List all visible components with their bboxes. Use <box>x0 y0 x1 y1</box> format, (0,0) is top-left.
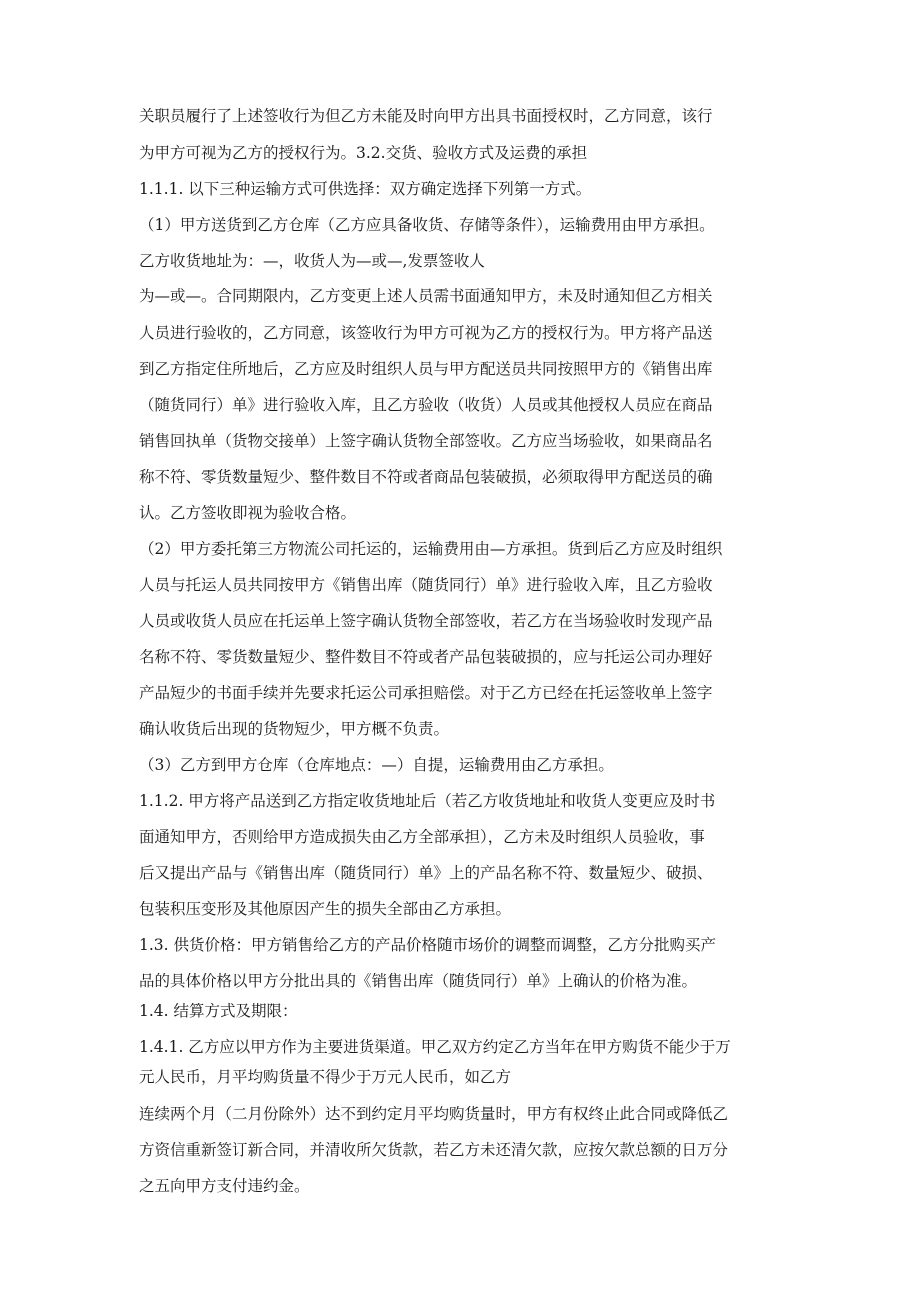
text-line: 1.3. 供货价格：甲方销售给乙方的产品价格随市场价的调整而调整，乙方分批购买产 <box>139 936 717 954</box>
text-line: 为—或—。合同期限内，乙方变更上述人员需书面通知甲方，未及时通知但乙方相关 <box>139 287 713 305</box>
text-line: 后又提出产品与《销售出库（随货同行）单》上的产品名称不符、数量短少、破损、 <box>139 864 713 882</box>
text-line: 面通知甲方，否则给甲方造成损失由乙方全部承担），乙方未及时组织人员验收，事 <box>139 828 705 846</box>
text-line: （3）乙方到甲方仓库（仓库地点：—）自提，运输费用由乙方承担。 <box>139 756 614 774</box>
text-line: （2）甲方委托第三方物流公司托运的，运输费用由—方承担。货到后乙方应及时组织 <box>139 540 723 558</box>
text-line: 名称不符、零货数量短少、整件数目不符或者产品包装破损的，应与托运公司办理好 <box>139 648 713 666</box>
text-line: 元人民币，月平均购货量不得少于万元人民币，如乙方 <box>139 1068 512 1086</box>
text-line: 人员进行验收的，乙方同意，该签收行为甲方可视为乙方的授权行为。甲方将产品送 <box>139 324 713 342</box>
text-line: 人员或收货人员应在托运单上签字确认货物全部签收，若乙方在当场验收时发现产品 <box>139 612 713 630</box>
text-line: 1.1.2. 甲方将产品送到乙方指定收货地址后（若乙方收货地址和收货人变更应及时书 <box>139 792 716 810</box>
text-line: 认。乙方签收即视为验收合格。 <box>139 504 357 522</box>
text-line: 连续两个月（二月份除外）达不到约定月平均购货量时，甲方有权终止此合同或降低乙 <box>139 1105 729 1123</box>
text-line: 到乙方指定住所地后，乙方应及时组织人员与甲方配送员共同按照甲方的《销售出库 <box>139 360 713 378</box>
text-line: 1.4. 结算方式及期限： <box>139 1002 298 1020</box>
text-line: 关职员履行了上述签收行为但乙方未能及时向甲方出具书面授权时，乙方同意，该行 <box>139 107 713 125</box>
text-line: 方资信重新签订新合同，并清收所欠货款，若乙方未还清欠款，应按欠款总额的日万分 <box>139 1141 729 1159</box>
text-line: 品的具体价格以甲方分批出具的《销售出库（随货同行）单》上确认的价格为准。 <box>139 972 698 990</box>
text-line: 销售回执单（货物交接单）上签字确认货物全部签收。乙方应当场验收，如果商品名 <box>139 432 713 450</box>
text-line: 为甲方可视为乙方的授权行为。3.2.交货、验收方式及运费的承担 <box>139 144 588 162</box>
text-line: 乙方收货地址为：—，收货人为—或—,发票签收人 <box>139 252 485 270</box>
text-line: 称不符、零货数量短少、整件数目不符或者商品包装破损，必须取得甲方配送员的确 <box>139 468 713 486</box>
text-line: （随货同行）单》进行验收入库，且乙方验收（收货）人员或其他授权人员应在商品 <box>139 396 713 414</box>
text-line: 人员与托运人员共同按甲方《销售出库（随货同行）单》进行验收入库，且乙方验收 <box>139 576 713 594</box>
text-line: 包装积压变形及其他原因产生的损失全部由乙方承担。 <box>139 900 512 918</box>
text-line: （1）甲方送货到乙方仓库（乙方应具备收货、存储等条件），运输费用由甲方承担。 <box>139 216 715 234</box>
text-line: 产品短少的书面手续并先要求托运公司承担赔偿。对于乙方已经在托运签收单上签字 <box>139 684 713 702</box>
text-line: 1.1.1. 以下三种运输方式可供选择：双方确定选择下列第一方式。 <box>139 180 592 198</box>
text-line: 之五向甲方支付违约金。 <box>139 1177 310 1195</box>
text-line: 1.4.1. 乙方应以甲方作为主要进货渠道。甲乙双方约定乙方当年在甲方购货不能少于万 <box>139 1038 731 1056</box>
text-line: 确认收货后出现的货物短少，甲方概不负责。 <box>139 720 450 738</box>
